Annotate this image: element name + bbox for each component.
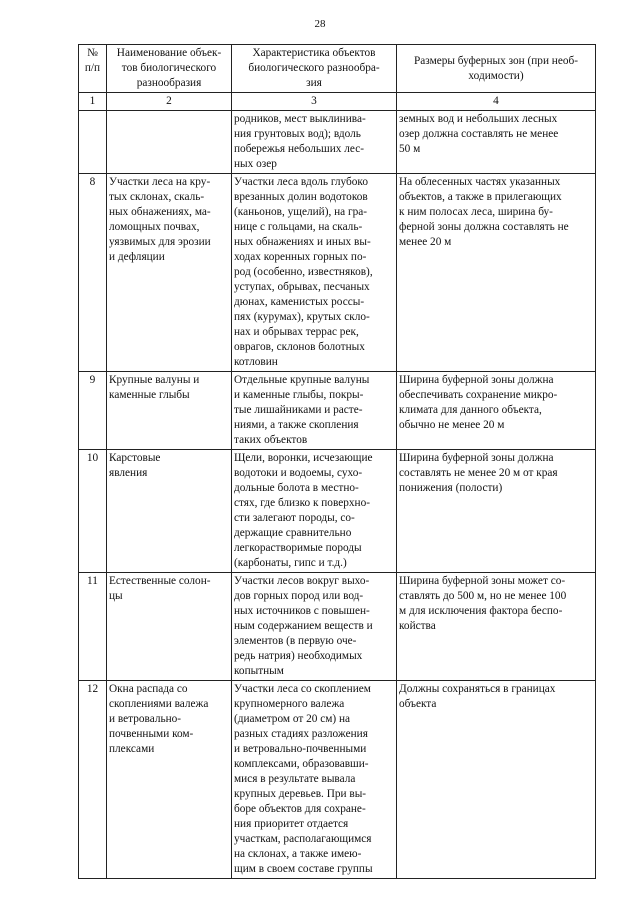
text-line: тые лишайниками и расте- bbox=[234, 404, 363, 416]
table-row bbox=[79, 573, 596, 681]
buffer-zone-size bbox=[397, 450, 596, 573]
text-line: дольные болота в местно- bbox=[234, 482, 359, 494]
text-line: разных стадиях разложения bbox=[234, 728, 368, 740]
text-line: родников, мест выклинива- bbox=[234, 113, 366, 125]
object-characteristics bbox=[232, 174, 397, 372]
object-name bbox=[107, 573, 232, 681]
text-line: ломощных почвах, bbox=[109, 221, 200, 233]
buffer-zone-size bbox=[397, 174, 596, 372]
text-line: уступах, обрывах, песчаных bbox=[234, 281, 370, 293]
header-characteristics bbox=[232, 45, 397, 93]
text-line: биологического разнообра- bbox=[248, 62, 380, 74]
text-line: тых склонах, скаль- bbox=[109, 191, 205, 203]
text-line: обеспечивать сохранение микро- bbox=[399, 389, 558, 401]
text-line: 50 м bbox=[399, 143, 421, 155]
text-line: ных обнажениях, ма- bbox=[109, 206, 211, 218]
text-line: Участки лесов вокруг выхо- bbox=[234, 575, 370, 587]
object-name bbox=[107, 681, 232, 879]
text-line: Ширина буферной зоны должна bbox=[399, 452, 554, 464]
text-line: ных источников с повышен- bbox=[234, 605, 370, 617]
text-line: котловин bbox=[234, 356, 278, 368]
text-line: редь натрия) необходимых bbox=[234, 650, 363, 662]
object-characteristics bbox=[232, 111, 397, 174]
text-line: к ним полосах леса, ширина бу- bbox=[399, 206, 553, 218]
object-name bbox=[107, 450, 232, 573]
object-characteristics bbox=[232, 681, 397, 879]
text-line: п/п bbox=[84, 62, 101, 74]
text-line: держащие сравнительно bbox=[234, 527, 352, 539]
text-line: таких объектов bbox=[234, 434, 308, 446]
buffer-zone-size bbox=[397, 573, 596, 681]
text-line: почвенными ком- bbox=[109, 728, 194, 740]
text-line: объекта bbox=[399, 698, 437, 710]
text-line: род (особенно, известняков), bbox=[234, 266, 373, 278]
row-number: 10 bbox=[79, 450, 107, 573]
text-line: Отдельные крупные валуны bbox=[234, 374, 370, 386]
text-line: Размеры буферных зон (при необ- bbox=[413, 54, 579, 67]
index-cell: 1 bbox=[79, 93, 107, 111]
text-line: скоплениями валежа bbox=[109, 698, 209, 710]
row-number: 11 bbox=[79, 573, 107, 681]
text-line: (диаметром от 20 см) на bbox=[234, 713, 351, 725]
text-line: ходимости) bbox=[468, 69, 524, 82]
text-line: плексами bbox=[109, 743, 155, 755]
text-line: объектов, а также в прилегающих bbox=[399, 191, 562, 203]
text-line: (каньонов, ущелий), на гра- bbox=[234, 206, 368, 218]
header-buffer-zones bbox=[397, 45, 596, 93]
text-line: составлять не менее 20 м от края bbox=[399, 467, 558, 479]
text-line: побережья небольших лес- bbox=[234, 143, 364, 155]
text-line: Наименование объек- bbox=[116, 47, 222, 59]
text-line: Крупные валуны и bbox=[109, 374, 200, 386]
text-line: и ветровально- bbox=[109, 713, 182, 725]
buffer-zone-size bbox=[397, 111, 596, 174]
table-header-row bbox=[79, 45, 596, 93]
text-line: ставлять до 500 м, но не менее 100 bbox=[399, 590, 567, 602]
text-line: Участки леса на кру- bbox=[109, 176, 211, 188]
text-line: стях, где близко к поверхно- bbox=[234, 497, 370, 509]
text-line: Ширина буферной зоны может со- bbox=[399, 575, 566, 587]
text-line: и ветровально-почвенными bbox=[234, 743, 367, 755]
text-line: понижения (полости) bbox=[399, 482, 503, 494]
text-line: Карстовые bbox=[109, 452, 161, 464]
object-characteristics bbox=[232, 372, 397, 450]
header-num bbox=[79, 45, 107, 93]
buffer-zone-size bbox=[397, 681, 596, 879]
text-line: на склонах, а также имею- bbox=[234, 848, 362, 860]
text-line: ных обнажениях и иных вы- bbox=[234, 236, 371, 248]
text-line: щим в своем составе группы bbox=[234, 863, 373, 875]
text-line: ходах коренных горных по- bbox=[234, 251, 367, 263]
text-line: каменные глыбы bbox=[109, 389, 190, 401]
table-row bbox=[79, 372, 596, 450]
text-line: Должны сохраняться в границах bbox=[399, 683, 556, 695]
index-cell: 3 bbox=[232, 93, 397, 111]
text-line: нице с гольцами, на скаль- bbox=[234, 221, 363, 233]
text-line: участкам, располагающимся bbox=[234, 833, 372, 845]
row-number: 12 bbox=[79, 681, 107, 879]
text-line: Характеристика объектов bbox=[252, 47, 376, 59]
text-line: уязвимых для эрозии bbox=[109, 236, 211, 248]
text-line: земных вод и небольших лесных bbox=[399, 113, 558, 125]
column-index-row bbox=[79, 93, 596, 111]
text-line: водотоки и водоемы, сухо- bbox=[234, 467, 363, 479]
text-line: (карбонаты, гипс и т.д.) bbox=[234, 557, 347, 569]
text-line: мися в результате вывала bbox=[234, 773, 356, 785]
header-name bbox=[107, 45, 232, 93]
buffer-zone-size bbox=[397, 372, 596, 450]
text-line: комплексами, образовавши- bbox=[234, 758, 369, 770]
text-line: разнообразия bbox=[136, 77, 202, 89]
text-line: Естественные солон- bbox=[109, 575, 211, 587]
text-line: ния приоритет отдается bbox=[234, 818, 349, 830]
text-line: ниями, а также скопления bbox=[234, 419, 359, 431]
text-line: оврагов, склонов болотных bbox=[234, 341, 365, 353]
text-line: тов биологического bbox=[121, 62, 217, 74]
object-characteristics bbox=[232, 450, 397, 573]
text-line: сти залегают породы, со- bbox=[234, 512, 355, 524]
text-line: ния грунтовых вод); вдоль bbox=[234, 128, 361, 140]
text-line: обычно не менее 20 м bbox=[399, 419, 505, 431]
text-line: койства bbox=[399, 620, 436, 632]
row-number: 9 bbox=[79, 372, 107, 450]
text-line: крупных деревьев. При вы- bbox=[234, 788, 367, 800]
text-line: Щели, воронки, исчезающие bbox=[234, 452, 373, 464]
text-line: врезанных долин водотоков bbox=[234, 191, 368, 203]
text-line: Окна распада со bbox=[109, 683, 188, 695]
row-number bbox=[79, 111, 107, 174]
text-line: ферной зоны должна составлять не bbox=[399, 221, 569, 233]
text-line: легкорастворимые породы bbox=[234, 542, 362, 554]
text-line: зия bbox=[306, 77, 322, 89]
text-line: элементов (в первую оче- bbox=[234, 635, 357, 647]
object-name bbox=[107, 372, 232, 450]
row-number: 8 bbox=[79, 174, 107, 372]
object-name bbox=[107, 174, 232, 372]
text-line: менее 20 м bbox=[399, 236, 452, 248]
page-number: 28 bbox=[314, 18, 326, 30]
table-row bbox=[79, 681, 596, 879]
text-line: цы bbox=[109, 590, 123, 602]
text-line: климата для данного объекта, bbox=[399, 404, 542, 416]
text-line: Участки леса со скоплением bbox=[234, 683, 371, 695]
text-line: м для исключения фактора беспо- bbox=[399, 605, 563, 617]
text-line: дов горных пород или вод- bbox=[234, 590, 364, 602]
text-line: пях (курумах), крутых скло- bbox=[234, 311, 370, 323]
text-line: ных озер bbox=[234, 158, 277, 170]
table-row bbox=[79, 111, 596, 174]
text-line: Участки леса вдоль глубоко bbox=[234, 176, 368, 188]
text-line: озер должна составлять не менее bbox=[399, 128, 559, 140]
text-line: боре объектов для сохране- bbox=[234, 803, 366, 815]
table-row bbox=[79, 450, 596, 573]
text-line: и дефляции bbox=[109, 251, 165, 263]
index-cell: 4 bbox=[397, 93, 596, 111]
text-line: нах и обрывах террас рек, bbox=[234, 326, 359, 338]
text-line: и каменные глыбы, покры- bbox=[234, 389, 364, 401]
text-line: явления bbox=[109, 467, 148, 479]
index-cell: 2 bbox=[107, 93, 232, 111]
object-characteristics bbox=[232, 573, 397, 681]
biodiversity-table bbox=[78, 44, 596, 879]
text-line: Ширина буферной зоны должна bbox=[399, 374, 554, 386]
text-line: копытным bbox=[234, 665, 284, 677]
text-line: ным содержанием веществ и bbox=[234, 620, 373, 632]
table-row bbox=[79, 174, 596, 372]
text-line: На облесенных частях указанных bbox=[399, 176, 561, 188]
object-name bbox=[107, 111, 232, 174]
text-line: крупномерного валежа bbox=[234, 698, 345, 710]
text-line: дюнах, каменистых россы- bbox=[234, 296, 365, 308]
text-line: № bbox=[87, 47, 98, 59]
